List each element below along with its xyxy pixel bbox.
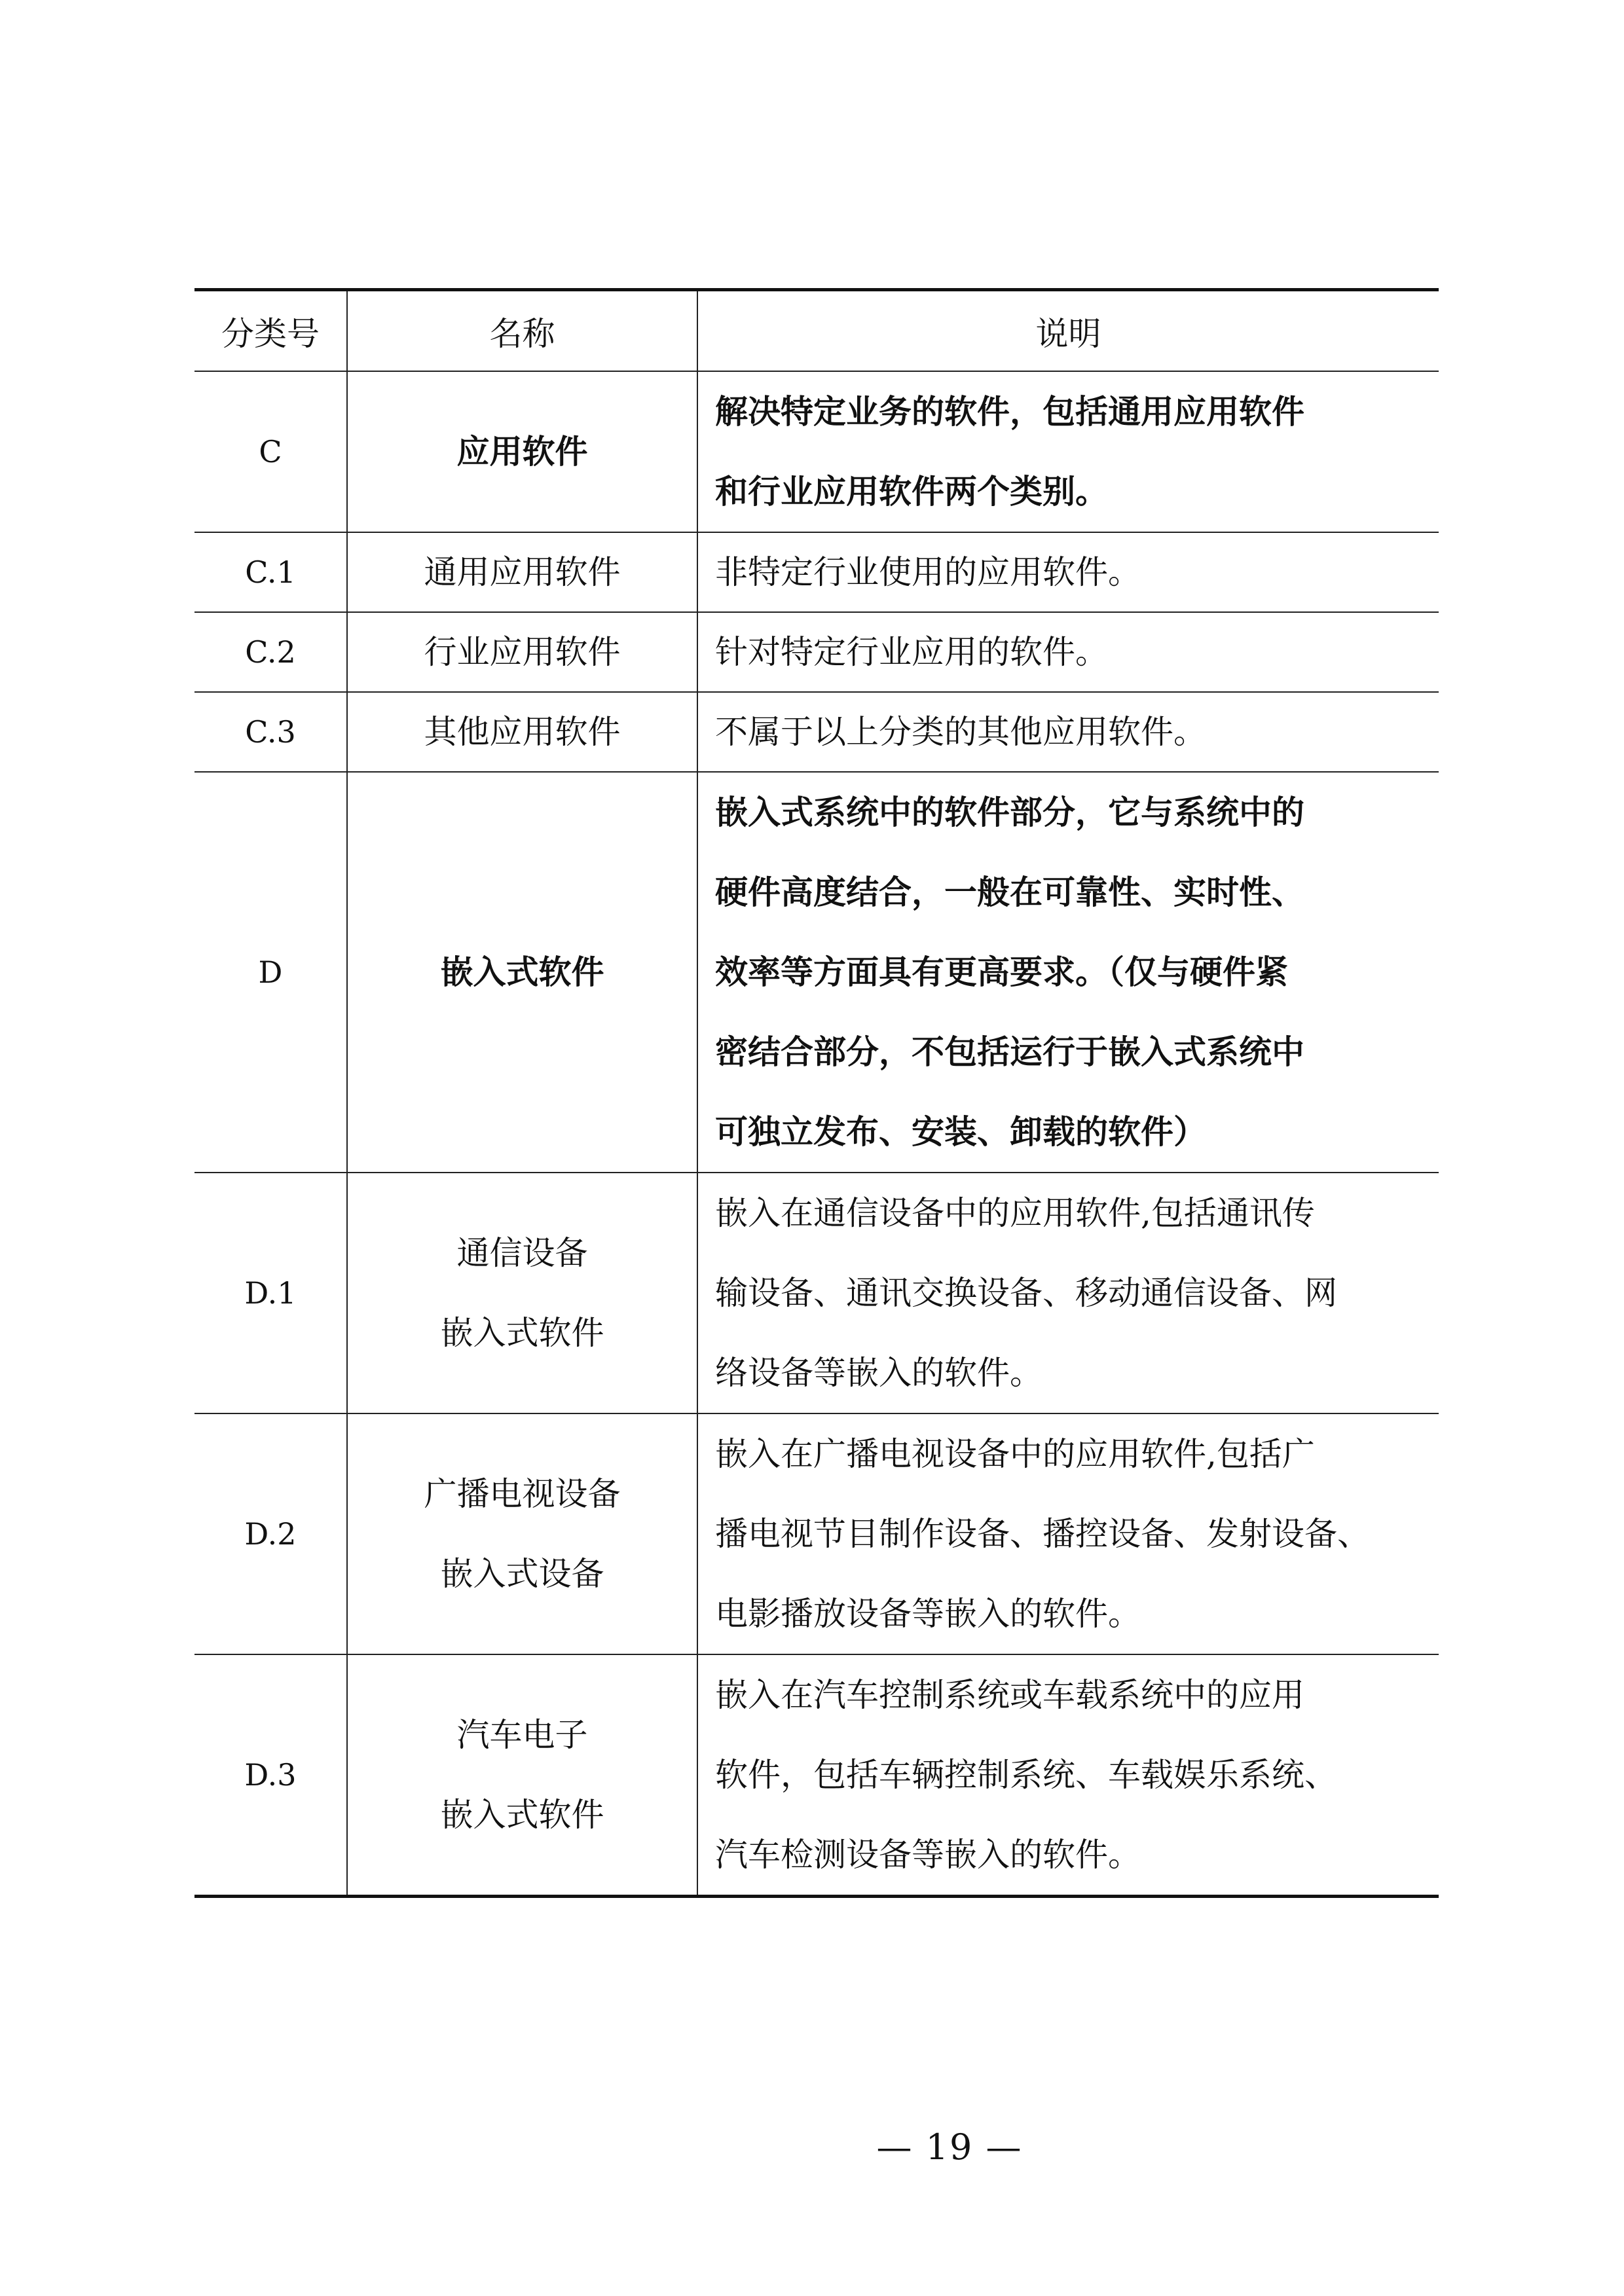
- row-name-line: 嵌入式软件: [440, 953, 604, 991]
- row-name-line: 其他应用软件: [424, 713, 621, 751]
- row-name: [347, 1413, 697, 1654]
- row-description: [697, 371, 1439, 532]
- header-description: 说明: [697, 290, 1439, 372]
- table-body: [194, 371, 1439, 1897]
- row-description: [697, 1413, 1439, 1654]
- table-row: [194, 612, 1439, 692]
- row-name: [347, 1173, 697, 1413]
- row-description-line: 针对特定行业应用的软件。: [715, 633, 1108, 671]
- row-description-line: 不属于以上分类的其他应用软件。: [715, 713, 1206, 751]
- row-name-line: 通用应用软件: [424, 553, 621, 591]
- row-name: [347, 612, 697, 692]
- row-description: [697, 1173, 1439, 1413]
- row-description: [697, 612, 1439, 692]
- table-row: [194, 371, 1439, 532]
- table-row: [194, 1173, 1439, 1413]
- row-name-line: 广播电视设备: [424, 1475, 621, 1513]
- row-description-line: 非特定行业使用的应用软件。: [715, 553, 1141, 591]
- row-name: [347, 371, 697, 532]
- row-name: [347, 1654, 697, 1897]
- row-code: D.3: [194, 1654, 347, 1897]
- row-name-line: 应用软件: [456, 432, 588, 471]
- table-row: [194, 692, 1439, 772]
- table-row: [194, 532, 1439, 612]
- row-code: C.3: [194, 692, 347, 772]
- row-name-line: 行业应用软件: [424, 633, 621, 671]
- row-description-line: 效率等方面具有更高要求。（仅与硬件紧: [715, 953, 1288, 991]
- row-code: D.2: [194, 1413, 347, 1654]
- row-description-line: 嵌入在通信设备中的应用软件,包括通讯传: [715, 1194, 1315, 1232]
- row-code: C: [194, 371, 347, 532]
- row-code: C.2: [194, 612, 347, 692]
- page-number: — 19 —: [876, 2126, 1023, 2168]
- row-description-line: 可独立发布、安装、卸载的软件）: [715, 1112, 1206, 1151]
- row-name-line: 嵌入式软件: [440, 1796, 604, 1834]
- row-name: [347, 692, 697, 772]
- row-name-line: 通信设备: [456, 1234, 588, 1272]
- row-description-line: 嵌入式系统中的软件部分，它与系统中的: [715, 793, 1304, 831]
- row-name-line: 嵌入式软件: [440, 1314, 604, 1352]
- row-description: [697, 532, 1439, 612]
- header-name: 名称: [347, 290, 697, 372]
- table-row: [194, 1654, 1439, 1897]
- row-description-line: 输设备、通讯交换设备、移动通信设备、网: [715, 1274, 1337, 1312]
- row-name: [347, 772, 697, 1173]
- row-description: [697, 772, 1439, 1173]
- classification-table: [194, 288, 1439, 1898]
- table-row: [194, 1413, 1439, 1654]
- table-row: [194, 772, 1439, 1173]
- row-code: D.1: [194, 1173, 347, 1413]
- row-description-line: 和行业应用软件两个类别。: [715, 472, 1108, 511]
- row-code: C.1: [194, 532, 347, 612]
- row-description-line: 汽车检测设备等嵌入的软件。: [715, 1836, 1141, 1874]
- row-description-line: 络设备等嵌入的软件。: [715, 1354, 1043, 1392]
- row-description-line: 解决特定业务的软件，包括通用应用软件: [715, 392, 1304, 431]
- row-description-line: 播电视节目制作设备、播控设备、发射设备、: [715, 1515, 1370, 1553]
- header-code: 分类号: [194, 290, 347, 372]
- row-description-line: 嵌入在广播电视设备中的应用软件,包括广: [715, 1435, 1315, 1473]
- row-description-line: 硬件高度结合，一般在可靠性、实时性、: [715, 873, 1304, 911]
- row-name-line: 汽车电子: [456, 1716, 588, 1754]
- row-description-line: 软件，包括车辆控制系统、车载娱乐系统、: [715, 1756, 1337, 1794]
- row-code: D: [194, 772, 347, 1173]
- row-description-line: 电影播放设备等嵌入的软件。: [715, 1595, 1141, 1633]
- row-description-line: 嵌入在汽车控制系统或车载系统中的应用: [715, 1676, 1304, 1714]
- row-description: [697, 1654, 1439, 1897]
- row-description: [697, 692, 1439, 772]
- row-description-line: 密结合部分，不包括运行于嵌入式系统中: [715, 1032, 1304, 1071]
- row-name-line: 嵌入式设备: [440, 1555, 604, 1593]
- row-name: [347, 532, 697, 612]
- table-header-row: [194, 290, 1439, 372]
